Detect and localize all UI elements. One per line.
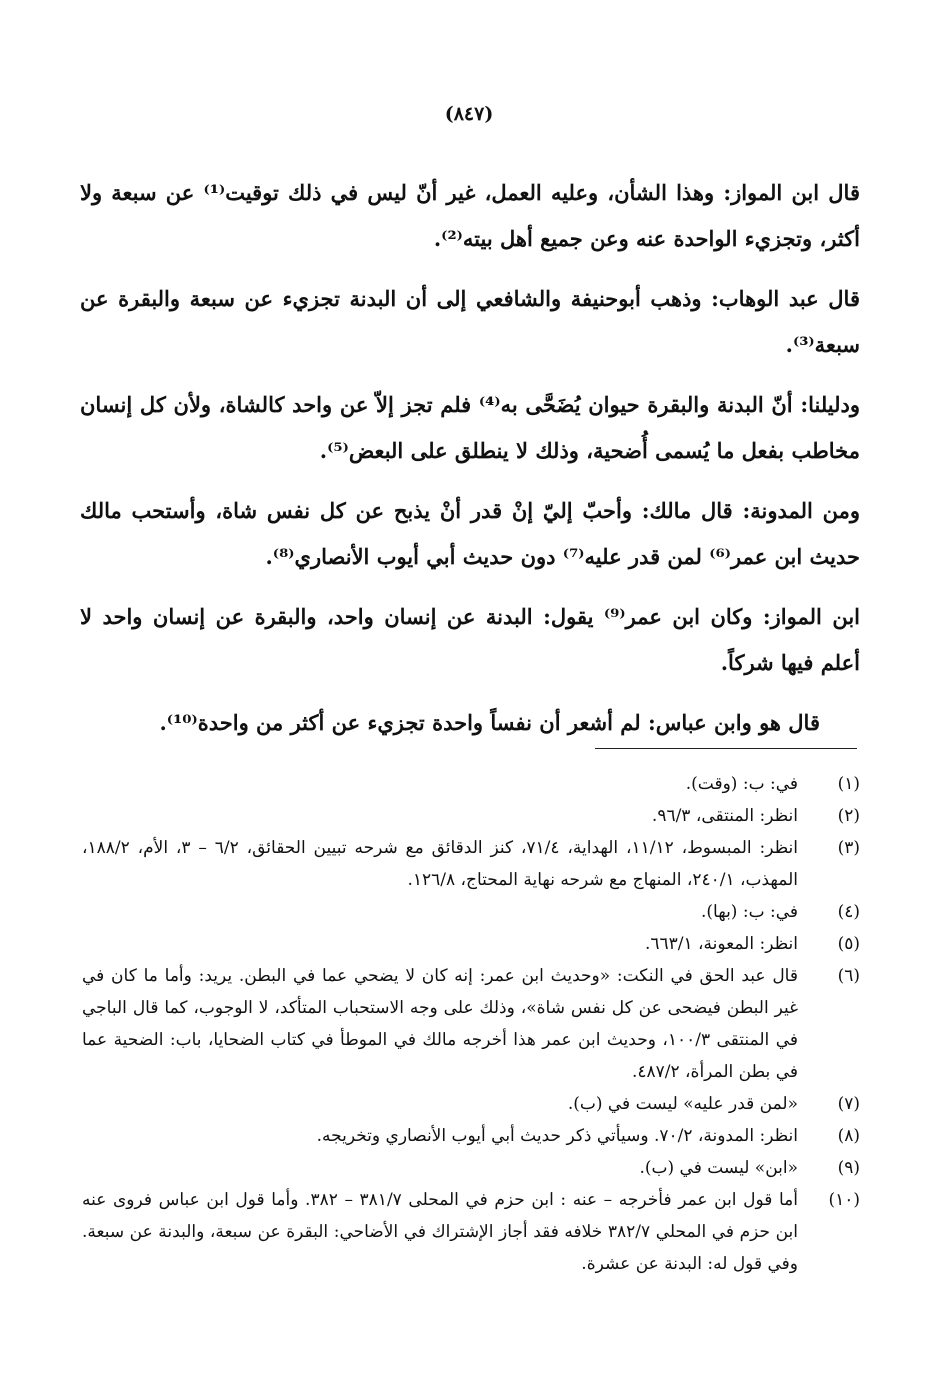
footnote-text: قال عبد الحق في النكت: «وحديث ابن عمر: إنه كان لا يضحي عما في البطن. يريد: وأما ما كان في غير البطن فيضحى عن كل نفس شاة»، وذلك على وجه الاستحباب المتأكد، لا الوجوب، كما قال الباجي في المنتقى ١٠٠/٣، وحديث ابن عمر هذا أخرجه مالك في الموطأ في كتاب الضحايا، باب: الضحية عما في بطن المرأة، ٤٨٧/٢. <box>82 966 798 1082</box>
footnote-number: (٥) <box>837 934 860 954</box>
footnote-divider <box>595 748 857 749</box>
footnote <box>82 1184 860 1280</box>
footnote-number: (٦) <box>837 966 860 986</box>
footnote-number: (٧) <box>837 1094 860 1114</box>
footnote-text: انظر: المنتقى، ٩٦/٣. <box>651 806 798 826</box>
footnote-text: في: ب: (بها). <box>701 902 798 922</box>
footnote-text: انظر: المعونة، ٦٦٣/١. <box>644 934 798 954</box>
footnote <box>82 960 860 1088</box>
paragraph: ابن المواز: وكان ابن عمر⁽⁹⁾ يقول: البدنة عن إنسان واحد، والبقرة عن إنسان واحد لا أعلم فيها شركاً. <box>80 604 861 675</box>
footnote-number: (٨) <box>837 1126 860 1146</box>
footnote-number: (٤) <box>837 902 860 922</box>
footnote-text: انظر: المبسوط، ١١/١٢، الهداية، ٧١/٤، كنز الدقائق مع شرحه تبيين الحقائق، ٦/٢ – ٣، الأم، ١٨٨/٢، المهذب، ٢٤٠/١، المنهاج مع شرحه نهاية المحتاج، ١٢٦/٨. <box>82 838 798 890</box>
paragraph: قال ابن المواز: وهذا الشأن، وعليه العمل، غير أنّ ليس في ذلك توقيت⁽¹⁾ عن سبعة ولا أكثر، وتجزيء الواحدة عنه وعن جميع أهل بيته⁽²⁾. <box>80 180 860 251</box>
footnote-text: في: ب: (وقت). <box>685 774 798 794</box>
footnote-number: (١٠) <box>828 1190 860 1210</box>
footnote <box>82 1088 860 1120</box>
footnote <box>82 1152 860 1184</box>
paragraph: ودليلنا: أنّ البدنة والبقرة حيوان يُضَحَّى به⁽⁴⁾ فلم تجز إلاّ عن واحد كالشاة، ولأن كل إنسان مخاطب بفعل ما يُسمى أُضحية، وذلك لا ينطلق على البعض⁽⁵⁾. <box>80 392 860 463</box>
footnote <box>82 768 860 800</box>
paragraph: قال هو وابن عباس: لم أشعر أن نفساً واحدة تجزيء عن أكثر من واحدة⁽¹⁰⁾. <box>159 710 820 735</box>
footnotes <box>82 768 860 1280</box>
footnote-number: (١) <box>837 774 860 794</box>
footnote-text: انظر: المدونة، ٧٠/٢. وسيأتي ذكر حديث أبي أيوب الأنصاري وتخريجه. <box>316 1126 798 1146</box>
footnote-number: (٣) <box>837 838 860 858</box>
footnote <box>82 896 860 928</box>
footnote <box>82 1120 860 1152</box>
footnote <box>82 928 860 960</box>
footnote-text: أما قول ابن عمر فأخرجه – عنه : ابن حزم في المحلى ٣٨١/٧ – ٣٨٢. وأما قول ابن عباس فروى عنه ابن حزم في المحلي ٣٨٢/٧ خلافه فقد أجاز الإشتراك في الأضاحي: البقرة عن سبعة، والبدنة عن سبعة. وفي قول له: البدنة عن عشرة. <box>82 1190 798 1274</box>
footnote <box>82 832 860 896</box>
main-text <box>80 170 860 760</box>
paragraph: قال عبد الوهاب: وذهب أبوحنيفة والشافعي إلى أن البدنة تجزيء عن سبعة والبقرة عن سبعة⁽³⁾. <box>80 286 860 357</box>
footnote-number: (٢) <box>837 806 860 826</box>
footnote <box>82 800 860 832</box>
page-number: (٨٤٧) <box>444 103 494 125</box>
footnote-text: «لمن قدر عليه» ليست في (ب). <box>567 1094 798 1114</box>
footnote-text: «ابن» ليست في (ب). <box>639 1158 798 1178</box>
paragraph: ومن المدونة: قال مالك: وأحبّ إليّ إنْ قدر أنْ يذبح عن كل نفس شاة، وأستحب مالك حديث ابن عمر⁽⁶⁾ لمن قدر عليه⁽⁷⁾ دون حديث أبي أيوب الأنصاري⁽⁸⁾. <box>80 498 860 569</box>
footnote-number: (٩) <box>837 1158 860 1178</box>
